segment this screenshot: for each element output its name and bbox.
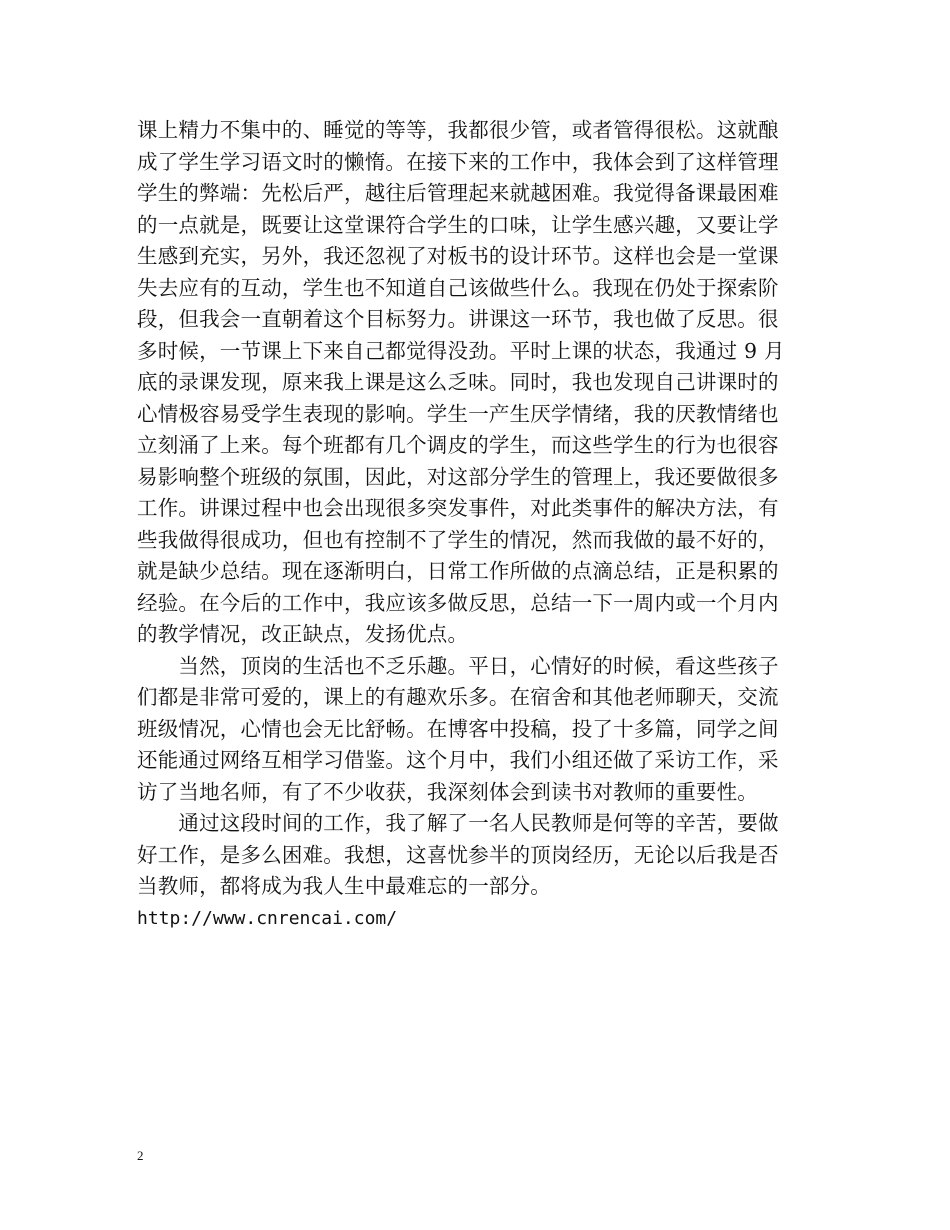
text-line: 易影响整个班级的氛围，因此，对这部分学生的管理上，我还要做很多 [137, 464, 779, 489]
source-url[interactable]: http://www.cnrencai.com/ [137, 907, 398, 929]
text-line: 通过这段时间的工作，我了解了一名人民教师是何等的辛苦，要做 [137, 811, 779, 835]
text-line: 失去应有的互动，学生也不知道自己该做些什么。我现在仍处于探索阶 [137, 275, 779, 300]
text-line: 访了当地名师，有了不少收获，我深刻体会到读书对教师的重要性。 [137, 779, 758, 804]
text-line: 好工作，是多么困难。我想，这喜忧参半的顶岗经历，无论以后我是否 [137, 842, 779, 867]
text-line: 就是缺少总结。现在逐渐明白，日常工作所做的点滴总结，正是积累的 [137, 559, 779, 583]
text-line: 心情极容易受学生表现的影响。学生一产生厌学情绪，我的厌教情绪也 [137, 401, 779, 426]
text-line: 经验。在今后的工作中，我应该多做反思，总结一下一周内或一个月内 [137, 590, 779, 615]
text-line: 的一点就是，既要让这堂课符合学生的口味，让学生感兴趣，又要让学 [137, 212, 779, 237]
text-line: 底的录课发现，原来我上课是这么乏味。同时，我也发现自己讲课时的 [137, 370, 779, 394]
text-line: 学生的弊端：先松后严，越往后管理起来就越困难。我觉得备课最困难 [137, 181, 779, 205]
text-line: 的教学情况，改正缺点，发扬优点。 [137, 622, 469, 646]
text-line: 些我做得很成功，但也有控制不了学生的情况，然而我做的最不好的， [137, 527, 779, 552]
text-line: 当教师，都将成为我人生中最难忘的一部分。 [137, 874, 551, 898]
text-line: 段，但我会一直朝着这个目标努力。讲课这一环节，我也做了反思。很 [137, 307, 779, 331]
text-line: 还能通过网络互相学习借鉴。这个月中，我们小组还做了采访工作，采 [137, 748, 779, 772]
text-line: 班级情况，心情也会无比舒畅。在博客中投稿，投了十多篇，同学之间 [137, 716, 779, 741]
text-line: 们都是非常可爱的，课上的有趣欢乐多。在宿舍和其他老师聊天，交流 [137, 685, 779, 709]
page-number: 2 [137, 1148, 144, 1163]
text-line: 课上精力不集中的、睡觉的等等，我都很少管，或者管得很松。这就酿 [137, 118, 779, 142]
text-line: 生感到充实，另外，我还忽视了对板书的设计环节。这样也会是一堂课 [137, 244, 779, 268]
text-line: 当然，顶岗的生活也不乏乐趣。平日，心情好的时候，看这些孩子 [137, 653, 779, 678]
text-line: 多时候，一节课上下来自己都觉得没劲。平时上课的状态，我通过 9 月 [137, 338, 785, 363]
body-text [137, 115, 817, 934]
text-line: 成了学生学习语文时的懒惰。在接下来的工作中，我体会到了这样管理 [137, 149, 779, 174]
text-line: 工作。讲课过程中也会出现很多突发事件，对此类事件的解决方法，有 [137, 496, 779, 520]
text-line: 立刻涌了上来。每个班都有几个调皮的学生，而这些学生的行为也很容 [137, 433, 779, 457]
